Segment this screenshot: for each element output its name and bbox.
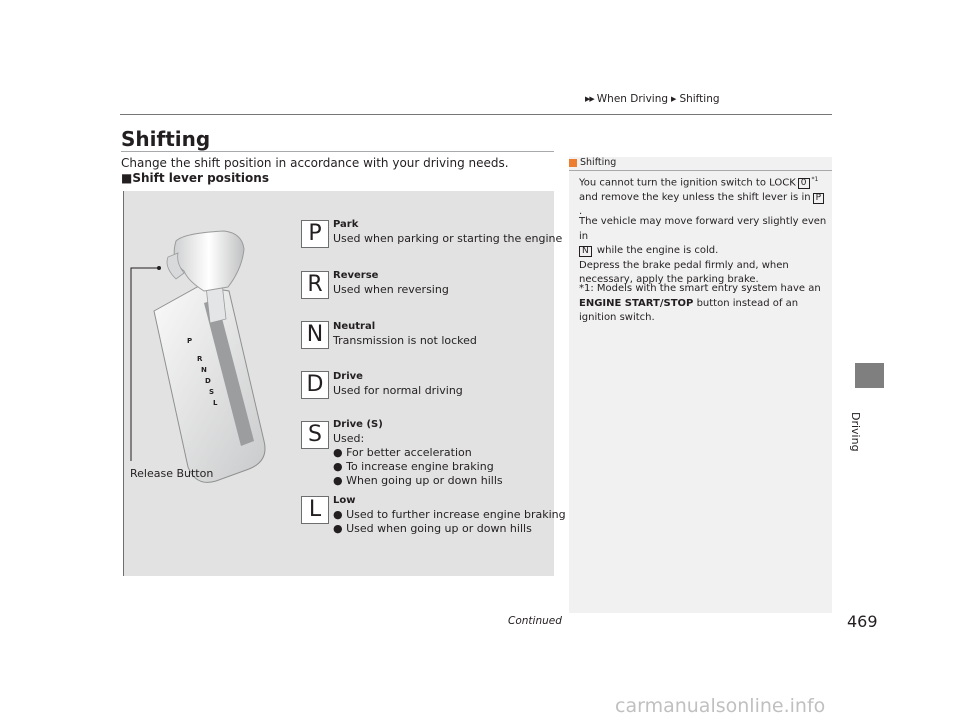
position-badge-l: L xyxy=(301,496,329,524)
section-marker-icon: ■ xyxy=(121,171,133,185)
section-heading-text: Shift lever positions xyxy=(132,171,269,185)
breadcrumb-arrow-icon: ▶ xyxy=(671,94,677,103)
chapter-tab-label: Driving xyxy=(849,412,862,452)
lever-knob xyxy=(174,231,244,291)
position-desc-drive-s-line1: Used: xyxy=(333,432,365,445)
note-paragraph-1 xyxy=(579,173,829,220)
neutral-key: N xyxy=(579,246,592,257)
page-title: Shifting xyxy=(121,127,211,151)
position-desc-reverse: Used when reversing xyxy=(333,283,449,296)
gate-letter-l: L xyxy=(213,399,218,407)
chapter-tab[interactable] xyxy=(855,363,884,388)
note-paragraph-3 xyxy=(579,282,829,326)
header-divider xyxy=(120,114,832,115)
note-p2-text-a: The vehicle may move forward very slightly even in xyxy=(579,216,827,242)
shift-lever-figure xyxy=(123,191,566,576)
position-badge-p: P xyxy=(301,220,329,248)
breadcrumb-arrow-icon: ▶▶ xyxy=(585,94,594,103)
position-name-reverse: Reverse xyxy=(333,270,379,281)
note-p1-end: . xyxy=(579,206,583,218)
release-button-callout xyxy=(131,268,159,461)
note-heading-text: Shifting xyxy=(580,157,617,168)
gate-letter-n: N xyxy=(201,366,207,374)
note-p2-text-b: while the engine is cold. xyxy=(596,245,719,256)
position-desc-drive-s-line3: ● To increase engine braking xyxy=(333,460,494,473)
position-desc-drive: Used for normal driving xyxy=(333,384,463,397)
release-button-label: Release Button xyxy=(130,467,214,480)
position-desc-low-line2: ● Used when going up or down hills xyxy=(333,522,532,535)
note-divider xyxy=(569,170,832,171)
note-p3-text-b: button instead of an ignition switch. xyxy=(579,297,799,323)
position-badge-d: D xyxy=(301,371,329,399)
position-badge-n: N xyxy=(301,321,329,349)
breadcrumb xyxy=(585,93,720,105)
note-p3-bold: ENGINE START/STOP xyxy=(579,297,694,309)
position-name-drive: Drive xyxy=(333,371,363,382)
note-p1-text-a: You cannot turn the ignition switch to LOCK xyxy=(579,177,796,189)
page-number: 469 xyxy=(847,612,878,631)
position-name-park: Park xyxy=(333,219,359,230)
breadcrumb-item-when-driving[interactable]: When Driving xyxy=(596,93,669,105)
note-p3-text-a: *1: Models with the smart entry system have an xyxy=(579,283,821,294)
footnote-ref: *1 xyxy=(811,176,819,183)
note-heading xyxy=(569,157,616,168)
breadcrumb-item-shifting[interactable]: Shifting xyxy=(679,93,720,105)
gate-letter-s: S xyxy=(209,388,215,396)
position-badge-s: S xyxy=(301,421,329,449)
position-name-neutral: Neutral xyxy=(333,321,376,332)
position-badge-r: R xyxy=(301,271,329,299)
continued-label: Continued xyxy=(508,615,562,627)
gate-letter-r: R xyxy=(197,355,203,363)
position-name-low: Low xyxy=(333,495,356,506)
note-p2-text-c: Depress the brake pedal firmly and, when necessary, apply the parking brake. xyxy=(579,259,789,285)
position-desc-neutral: Transmission is not locked xyxy=(333,334,477,347)
park-key: P xyxy=(813,193,824,204)
watermark: carmanualsonline.info xyxy=(615,695,826,717)
note-marker-icon xyxy=(569,159,577,167)
position-desc-drive-s-line2: ● For better acceleration xyxy=(333,446,472,459)
position-desc-low-line1: ● Used to further increase engine braking xyxy=(333,508,566,521)
note-p1-text-b: and remove the key unless the shift lever is in xyxy=(579,191,811,203)
gate-letter-p: P xyxy=(187,337,193,345)
note-paragraph-2 xyxy=(579,215,829,288)
gate-letter-d: D xyxy=(205,377,211,385)
intro-text: Change the shift position in accordance with your driving needs. xyxy=(121,156,509,170)
position-desc-drive-s-line4: ● When going up or down hills xyxy=(333,474,503,487)
position-desc-park: Used when parking or starting the engine xyxy=(333,232,563,245)
section-heading xyxy=(121,171,269,185)
callout-dot xyxy=(157,266,161,270)
lock-zero-key: 0 xyxy=(798,178,810,189)
position-name-drive-s: Drive (S) xyxy=(333,419,383,430)
title-divider xyxy=(121,151,554,152)
